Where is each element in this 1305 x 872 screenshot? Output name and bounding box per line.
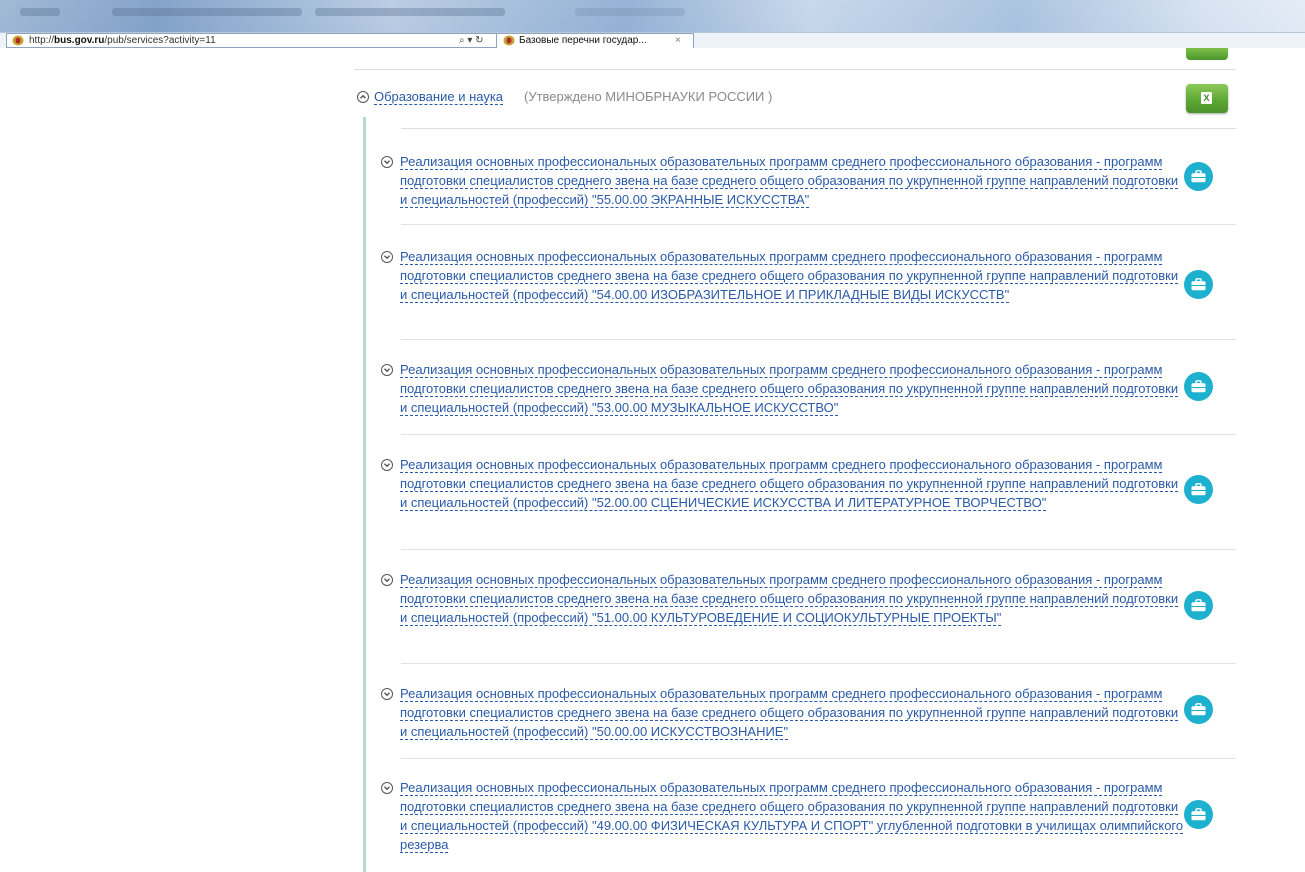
briefcase-button[interactable] [1184,270,1213,299]
briefcase-icon [1191,170,1206,183]
divider [401,128,1236,129]
export-excel-button[interactable] [1186,84,1228,113]
chevron-down-icon[interactable] [381,782,393,794]
chevron-down-icon[interactable] [381,251,393,263]
address-url[interactable]: http://bus.gov.ru/pub/services?activity=11 [29,35,216,46]
briefcase-button[interactable] [1184,162,1213,191]
emblem-icon [12,35,24,46]
divider [354,69,1236,70]
briefcase-icon [1191,380,1206,393]
service-link[interactable]: Реализация основных профессиональных образовательных программ среднего профессионального образования - программ подготовки специалистов среднего звена на базе среднего общего образования по укрупненной группе направлений подготовки и специальностей (профессий) "50.00.00 ИСКУССТВОЗНАНИЕ" [400,686,1179,739]
group-rule [363,117,366,872]
chevron-up-icon[interactable] [357,91,369,103]
chevron-down-icon[interactable] [381,459,393,471]
service-link[interactable]: Реализация основных профессиональных образовательных программ среднего профессионального образования - программ подготовки специалистов среднего звена на базе среднего общего образования по укрупненной группе направлений подготовки и специальностей (профессий) "51.00.00 КУЛЬТУРОВЕДЕНИЕ И СОЦИОКУЛЬТУРНЫЕ ПРОЕКТЫ" [400,572,1179,625]
service-link[interactable]: Реализация основных профессиональных образовательных программ среднего профессионального образования - программ подготовки специалистов среднего звена на базе среднего общего образования по укрупненной группе направлений подготовки и специальностей (профессий) "53.00.00 МУЗЫКАЛЬНОЕ ИСКУССТВО" [400,362,1179,415]
briefcase-icon [1191,599,1206,612]
service-link[interactable]: Реализация основных профессиональных образовательных программ среднего профессионального образования - программ подготовки специалистов среднего звена на базе среднего общего образования по укрупненной группе направлений подготовки и специальностей (профессий) "52.00.00 СЦЕНИЧЕСКИЕ ИСКУССТВА И ЛИТЕРАТУРНОЕ ТВОРЧЕСТВО" [400,457,1179,510]
divider [401,339,1236,340]
chevron-down-icon[interactable] [381,574,393,586]
emblem-icon [503,35,515,46]
briefcase-button[interactable] [1184,591,1213,620]
tab-title: Базовые перечни государ... [519,35,647,46]
section-title-link[interactable]: Образование и наука [374,89,504,104]
search-refresh-controls[interactable]: ⌕ ▾ ↻ [459,35,484,46]
briefcase-button[interactable] [1184,475,1213,504]
service-link[interactable]: Реализация основных профессиональных образовательных программ среднего профессионального образования - программ подготовки специалистов среднего звена на базе среднего общего образования по укрупненной группе направлений подготовки и специальностей (профессий) "49.00.00 ФИЗИЧЕСКАЯ КУЛЬТУРА И СПОРТ" углубленной подготовки в училищах олимпийского резерва [400,780,1184,852]
divider [401,549,1236,550]
briefcase-button[interactable] [1184,800,1213,829]
chevron-down-icon[interactable] [381,688,393,700]
briefcase-button[interactable] [1184,695,1213,724]
divider [401,224,1236,225]
service-link[interactable]: Реализация основных профессиональных образовательных программ среднего профессионального образования - программ подготовки специалистов среднего звена на базе среднего общего образования по укрупненной группе направлений подготовки и специальностей (профессий) "54.00.00 ИЗОБРАЗИТЕЛЬНОЕ И ПРИКЛАДНЫЕ ВИДЫ ИСКУССТВ" [400,249,1179,302]
briefcase-icon [1191,483,1206,496]
service-link[interactable]: Реализация основных профессиональных образовательных программ среднего профессионального образования - программ подготовки специалистов среднего звена на базе среднего общего образования по укрупненной группе направлений подготовки и специальностей (профессий) "55.00.00 ЭКРАННЫЕ ИСКУССТВА" [400,154,1179,207]
briefcase-icon [1191,808,1206,821]
chevron-down-icon[interactable] [381,156,393,168]
tab-close-button[interactable]: × [675,35,681,46]
briefcase-button[interactable] [1184,372,1213,401]
excel-icon: X [1201,92,1212,104]
briefcase-icon [1191,278,1206,291]
browser-tab[interactable] [496,33,694,48]
section-header[interactable] [357,88,1237,110]
divider [401,663,1236,664]
divider [401,434,1236,435]
section-note: (Утверждено МИНОБРНАУКИ РОССИИ ) [524,89,773,104]
chevron-down-icon[interactable] [381,364,393,376]
divider [401,758,1236,759]
browser-title-bar [0,0,1305,32]
previous-export-button[interactable] [1186,48,1228,60]
briefcase-icon [1191,703,1206,716]
